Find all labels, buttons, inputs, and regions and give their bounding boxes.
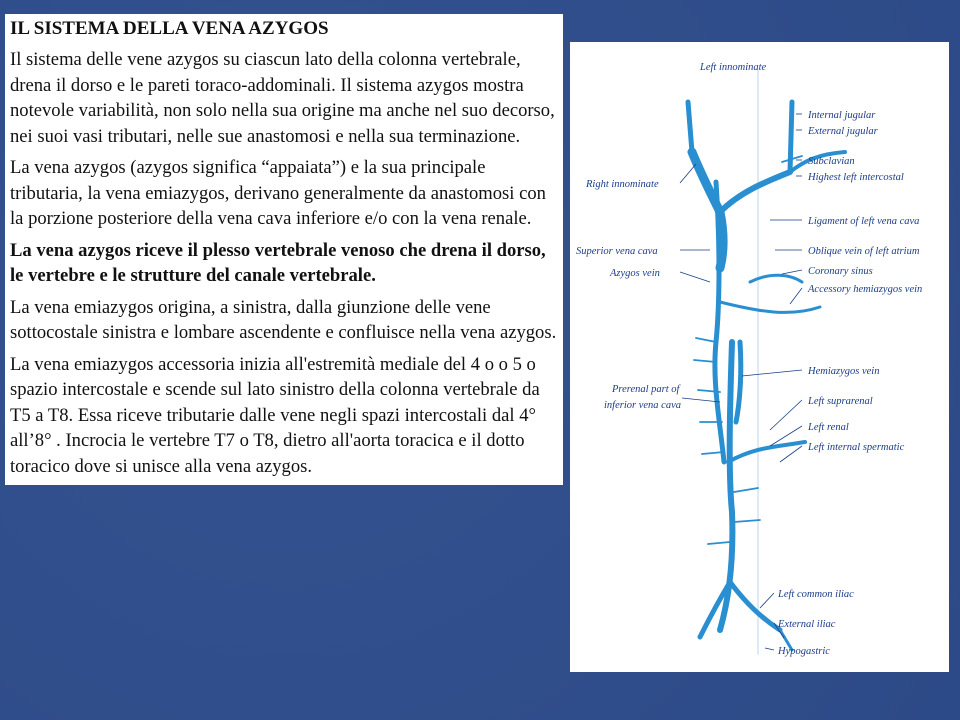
figure-labels — [576, 62, 922, 657]
accessory-hemiazygos — [720, 302, 820, 312]
paragraph-3-bold: La vena azygos riceve il plesso vertebrale venoso che drena il dorso, le vertebre e le strutture del canale vertebrale. — [10, 239, 546, 286]
label-superior-vena-cava: Superior vena cava — [576, 246, 658, 257]
intercostal-tributaries — [694, 156, 802, 544]
label-external-iliac: External iliac — [778, 619, 836, 630]
paragraph-2: La vena azygos (azygos significa “appaiata”) e la sua principale tributaria, la vena emiazygos, derivano generalmente da anastomosi con la porzione posteriore della vena cava inferiore e/o con la vena renale. — [10, 157, 546, 229]
label-ligament-left-vena-cava: Ligament of left vena cava — [808, 216, 920, 227]
azygos-diagram — [570, 42, 949, 672]
label-oblique-vein: Oblique vein of left atrium — [808, 246, 920, 257]
label-prerenal-part: Prerenal part of — [612, 384, 680, 395]
label-accessory-hemiazygos: Accessory hemiazygos vein — [808, 284, 923, 295]
paragraph-4: La vena emiazygos origina, a sinistra, dalla giunzione delle vene sottocostale sinistra e lombare ascendente e confluisce nella vena azygos. — [10, 296, 557, 343]
label-left-suprarenal: Left suprarenal — [808, 396, 873, 407]
right-jugular — [688, 102, 692, 152]
label-inferior-vena-cava: inferior vena cava — [604, 400, 681, 411]
left-internal-jugular — [790, 102, 792, 172]
slide-title: IL SISTEMA DELLA VENA AZYGOS — [10, 18, 329, 39]
label-hemiazygos: Hemiazygos vein — [808, 366, 880, 377]
label-internal-jugular: Internal jugular — [808, 110, 876, 121]
label-subclavian: Subclavian — [808, 156, 855, 167]
label-left-renal: Left renal — [808, 422, 849, 433]
azygos-diagram-svg — [570, 42, 949, 672]
left-common-iliac — [730, 582, 780, 630]
label-left-common-iliac: Left common iliac — [778, 589, 854, 600]
label-hypogastric: Hypogastric — [778, 646, 830, 657]
label-left-innominate: Left innominate — [700, 62, 767, 73]
label-azygos-vein: Azygos vein — [610, 268, 660, 279]
label-left-internal-spermatic: Left internal spermatic — [808, 442, 905, 453]
left-innominate — [720, 172, 790, 212]
label-right-innominate: Right innominate — [586, 179, 659, 190]
label-external-jugular: External jugular — [808, 126, 878, 137]
hemiazygos-vein — [736, 342, 741, 422]
label-highest-left-intercostal: Highest left intercostal — [808, 172, 904, 183]
paragraph-1: Il sistema delle vene azygos su ciascun lato della colonna vertebrale, drena il dorso e le pareti toraco-addominali. Il sistema azygos mostra notevole variabilità, non solo nella sua origine ma anche nel suo decorso, nei suoi vasi tributari, nelle sue anastomosi e nella sua terminazione. — [10, 49, 555, 147]
label-coronary-sinus: Coronary sinus — [808, 266, 873, 277]
text-panel — [5, 14, 563, 485]
paragraph-5: La vena emiazygos accessoria inizia all'estremità mediale del 4 o o 5 o spazio intercostale e scende sul lato sinistro della colonna vertebrale da T5 a T8. Essa riceve tributarie dalle vene negli spazi intercostali dal 4° all’8° . Incrocia le vertebre T7 o T8, dietro all'aorta toracica e il dotto toracico dove si unisce alla vena azygos. — [10, 353, 540, 477]
